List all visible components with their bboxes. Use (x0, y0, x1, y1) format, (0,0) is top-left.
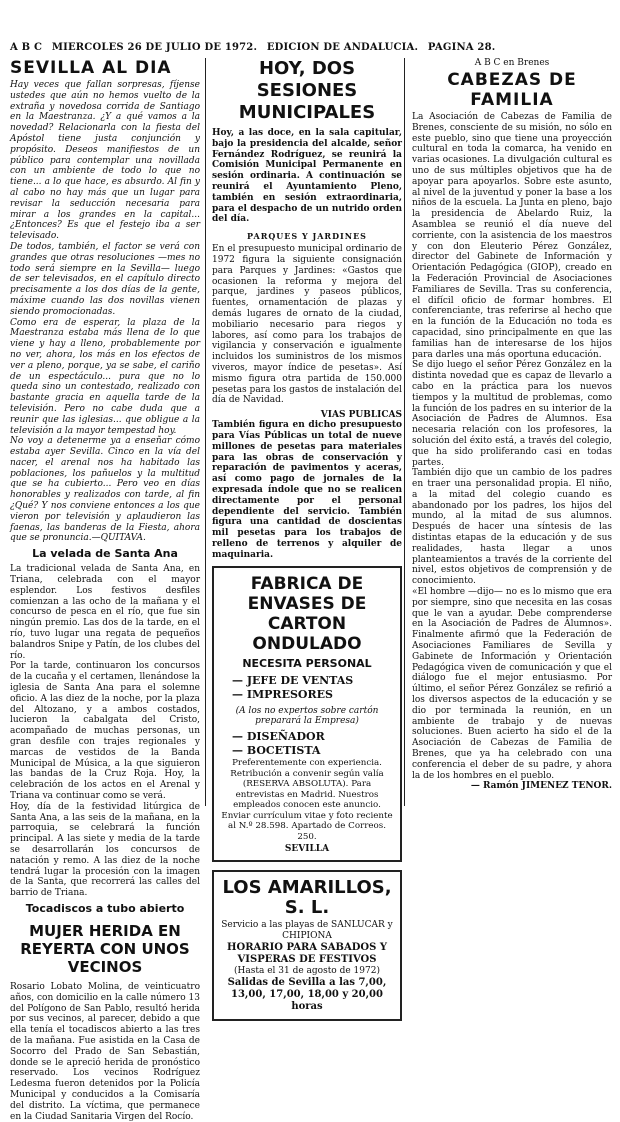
article-paragraph: También dijo que un cambio de los padres en traer una personalidad propia. El niño, a la mitad del colegio cuando es abandonado por los padres, los hijos del mundo, al la mitad de sus alumnos. Después de hacer una síntesis de las distintas etapas de la educación y de sus realidades, hasta llegar a unos planteamientos a través de la corriente del nivel, estos objetivos de comprensión y de conocimiento. (412, 468, 612, 587)
ad-line: Salidas de Sevilla a las 7,00, 13,00, 17,00, 18,00 y 20,00 horas (227, 977, 387, 1013)
column-divider (404, 58, 405, 806)
article-paragraph: Rosario Lobato Molina, de veinticuatro años, con domicilio en la calle número 13 del Polígono de San Pablo, resultó herida por sus vecinos, al parecer, debido a que ella tenía el tocadiscos abierto a las tres de la mañana. Fue asistida en la Casa de Socorro del Prado de San Sebastián, donde se le apreció herida de pronóstico reservado. Los vecinos Rodríguez Ledesma fueron detenidos por la Policía Municipal y conducidos a la Comisaría del distrito. La víctima, que permanece en la Ciudad Sanitaria Virgen del Rocío. (10, 981, 200, 1122)
article-paragraph: Como era de esperar, la plaza de la Maestranza estaba más llena de lo que viene y hay a lleno, probablemente por no ver, ahora, los más en los efectos de ver a pleno, porque, ya se sabe, el cariño de un espectáculo... pura que no lo queda sino un contestado, realizado con bastante gracia en aquella tarde de la televisión. Pero no cabe duda que a reunir que las iglesias... que obligue a la televisión a la mayor tempestad hoy. (10, 317, 200, 436)
subheading: La velada de Santa Ana (32, 547, 178, 561)
article-paragraph: De todos, también, el factor se verá con grandes que otras resoluciones —mes no todo será siempre en la Sevilla— luego de ser televisados, en el capítulo directo precisamente a los dos días de la gente, máxime cuando las dos novillas vienen siendo promocionadas. (10, 241, 200, 317)
ad-title: LOS AMARILLOS, S. L. (222, 877, 392, 919)
kicker: A B C en Brenes (474, 58, 550, 68)
column-right (412, 58, 612, 806)
ad-role: — IMPRESORES (232, 688, 394, 702)
ad-subtitle: NECESITA PERSONAL (242, 657, 372, 671)
ad-role: — DISEÑADOR (232, 730, 394, 744)
subheading: Tocadiscos a tubo abierto (25, 901, 185, 915)
article-paragraph: Hoy, a las doce, en la sala capitular, bajo la presidencia del alcalde, señor Fernández Rodríguez, se reunirá la Comisión Municipal Permanente en sesión ordinaria. A continuación se reunirá el Ayuntamiento Pleno, también en sesión extraordinaria, para el despacho de un nutrido orden del día. (212, 128, 402, 225)
byline: — Ramón JIMENEZ TENOR. (470, 781, 612, 792)
column-left (10, 58, 200, 1122)
article-paragraph: Por la tarde, continuaron los concursos de la cucaña y el certamen, llenándose la iglesia de Santa Ana para el solemne oficio. A las diez de la noche, por la plaza del Altozano, y a ambos costados, lucieron la cabalgata del Cristo, acompañado de muchas personas, un gran desfile con trajes regionales y marcas de vestidos de la Banda Municipal de Música, a la que siguieron las bandas de la Cruz Roja. Hoy, la celebración de los actos en el Arenal y Triana va continuar como se verá. (10, 661, 200, 801)
article-paragraph: La tradicional velada de Santa Ana, en Triana, celebrada con el mayor esplendor. Los festivos desfiles comienzan a las ocho de la mañana y el concurso de pesca en el río, que fue sin ningún premio. Las dos de la tarde, en el río, tuvo lugar una regata de pequeños balandros Snipe y Patín, de los clubes del río. (10, 564, 200, 661)
header-page-number: PAGINA 28. (427, 42, 496, 53)
column-middle (212, 58, 402, 1013)
column-divider (205, 58, 206, 806)
article-paragraph: Hoy, día de la festividad litúrgica de Santa Ana, a las seis de la mañana, en la parroquia, se celebrará la función principal. A las siete y media de la tarde se desarrollarán los concursos de natación y remo. A las diez de la noche tendrá lugar la procesión con la imagen de la Santa, que recorrerá las calles del barrio de Triana. (10, 801, 200, 899)
article-paragraph: No voy a detenerme ya a enseñar cómo estaba ayer Sevilla. Cinco en la vía del nacer, el arenal nos ha habitado las poblaciones, los pañuelos y la multitud que se ha cubierto... Pero veo en días honorables y realizados con tarde, al fin ¿Qué? Y nos conviene entonces a los que vieron por televisión y aplaudieron las faenas, las banderas de la Fiesta, ahora que se pronuncia.—QUITAVA. (10, 436, 200, 544)
ad-line: (Hasta el 31 de agosto de 1972) (234, 966, 380, 977)
ad-note: (A los no expertos sobre cartón preparará la Empresa) (235, 706, 379, 727)
article-paragraph: «El hombre —dijo— no es lo mismo que era por siempre, sino que necesita en las cosas que le van a ayudar. Debe comprenderse en la Asociación de Padres de Alumnos». Finalmente afirmó que la Federación de Asociaciones Familiares de Sevilla y Gabinete de Información y Orientación Pedagógica viven de comunicación y que el diálogo fue el mejor entusiasmo. Por último, el señor Pérez González se refirió a los diversos aspectos de la educación y se dio por terminada la reunión, en un ambiente de trabajo y de nuevas soluciones. Buen acierto ha sido el de la Asociación de Cabezas de Familia de Brenes, que ya ha celebrado con una conferencia el deber de su padre, y ahora la de los hombres en el pueblo. (412, 587, 612, 781)
ad-city: SEVILLA (284, 844, 330, 855)
ad-body: Preferentemente con experiencia. Retribución a convenir según valía (RESERVA ABSOLUTA). Para entrevistas en Madrid. Nuestros empleados conocen este anuncio. Enviar currículum vitae y foto reciente al N.º 28.598. Apartado de Correos. 250. (221, 758, 393, 842)
section-title: SEVILLA AL DIA (10, 58, 172, 78)
ad-line: HORARIO PARA SABADOS Y VISPERAS DE FESTIVOS (227, 942, 387, 966)
job-advertisement (212, 566, 402, 862)
ad-line: Servicio a las playas de SANLUCAR y CHIPIONA (221, 920, 393, 942)
section-heading: VIAS PUBLICAS (320, 410, 402, 421)
ad-role: — JEFE DE VENTAS (232, 674, 394, 688)
section-heading: PARQUES Y JARDINES (247, 231, 367, 242)
article-paragraph: La Asociación de Cabezas de Familia de Brenes, consciente de su misión, no sólo en este pueblo, sino que tiene una proyección cultural en toda la comarca, ha venido en varias ocasiones. La divulgación cultural es uno de sus múltiples objetivos que ha de apoyar para apoyarlos. Sobre este asunto, al nivel de la juventud y poner la base a los niños de la escuela. La Junta en pleno, bajo la presidencia de Abelardo Ruiz, la Asamblea se reunió el día nueve del corriente, con la asistencia de los maestros y con don Eleuterio Pérez González, director del Gabinete de Información y Orientación Pedagógica (GIOP), creado en la Federación Provincial de Asociaciones Familiares de Sevilla. Tras su conferencia, el difícil oficio de formar hombres. El conferenciante, tras referirse al hecho que en la función de la Educación no toda es capacidad, sino principalmente en que las familias han de interesarse de los hijos para darles una más oportuna educación. (412, 112, 612, 360)
header-edition: EDICION DE ANDALUCIA. (266, 42, 419, 53)
article-paragraph: En el presupuesto municipal ordinario de 1972 figura la siguiente consignación para Parques y Jardines: «Gastos que ocasionen la reforma y mejora del parque, jardines y paseos públicos, fuentes, ornamentación de plazas y demás lugares de ornato de la ciudad, mobiliario necesario para riegos y labores, así como para los trabajos de vigilancia y conservación e igualmente incluidos los suministros de los mismos viveros, mayor índice de pesetas». Así mismo figura otra partida de 150.000 pesetas para los gastos de instalación del día de Navidad. (212, 244, 402, 406)
headline: MUJER HERIDA EN REYERTA CON UNOS VECINOS (20, 921, 190, 976)
page-header (10, 40, 610, 56)
intro-text: Hay veces que fallan sorpresas, fíjense ustedes que aún no hemos vuelto de la extraña y novedosa corrida de Santiago en la Maestranza. ¿Y a qué vamos a la novedad? Relacionarla con la fiesta del Apóstol tiene justa conjunción y propósito. Deseos manifiestos de un público para contemplar una novillada con un ambiente de todo lo que no tiene... a lo que hace, es absurdo. Al fin y al cabo no hay más que un lugar para revisar la seducción necesaria para mirar a los grandes en la capital... ¿Entonces? Es que el festejo iba a ser televisado. (10, 80, 200, 242)
headline: CABEZAS DE FAMILIA (447, 70, 577, 110)
ad-role: — BOCETISTA (232, 744, 394, 758)
bus-advertisement (212, 870, 402, 1021)
paper-name: A B C (10, 42, 43, 53)
header-date: MIERCOLES 26 DE JULIO DE 1972. (51, 42, 258, 53)
article-paragraph: También figura en dicho presupuesto para Vías Públicas un total de nueve millones de pesetas para materiales para las obras de conservación y reparación de pavimentos y aceras, así como pago de jornales de la expresada índole que no se realicen directamente por el personal dependiente del servicio. También figura una cantidad de doscientas mil pesetas para los trabajos de relleno de terrenos y alquiler de maquinaria. (212, 420, 402, 560)
headline: HOY, DOS SESIONES MUNICIPALES (238, 58, 376, 123)
ad-title: FABRICA DE ENVASES DE CARTON ONDULADO (247, 574, 367, 655)
article-paragraph: Se dijo luego el señor Pérez González en la distinta novedad que es capaz de llevarlo a cabo en la práctica para los nuevos tiempos y la multitud de problemas, como la función de los padres en su interior de la Asociación de Padres de Alumnos. Esa necesaria relación con los profesores, la solución del éxito está, a través del colegio, que ha sido proliferando casi en todas partes. (412, 360, 612, 468)
